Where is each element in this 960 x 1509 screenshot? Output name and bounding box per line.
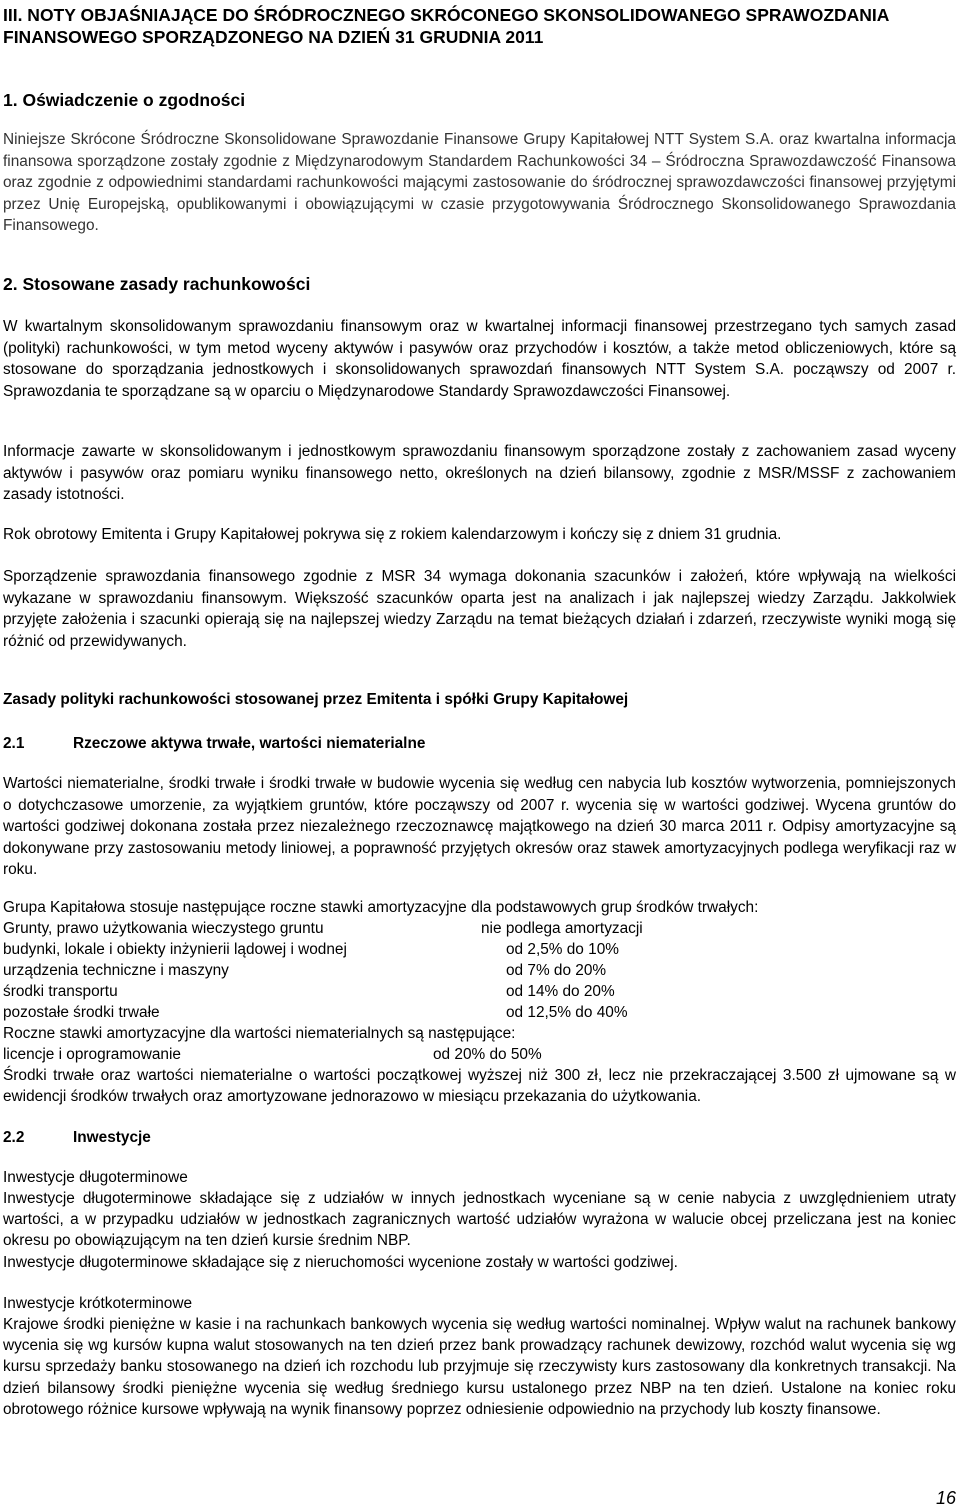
rate-value: od 7% do 20% [506, 962, 607, 979]
rate-name: pozostałe środki trwałe [3, 1004, 160, 1021]
rate-value: od 2,5% do 10% [506, 941, 619, 958]
heading-title: Inwestycje [73, 1129, 151, 1146]
heading-accounting-principles: 2. Stosowane zasady rachunkowości [3, 274, 311, 294]
section-title: III. NOTY OBJAŚNIAJĄCE DO ŚRÓDROCZNEGO SKRÓCONEGO SKONSOLIDOWANEGO SPRAWOZDANIA FINANSOWEGO SPORZĄDZONEGO NA DZIEŃ 31 GRUDNIA 2011 [3, 5, 889, 47]
heading-fixed-assets [3, 733, 956, 754]
label-long-term-investments: Inwestycje długoterminowe [3, 1169, 188, 1186]
paragraph-long-term-1: Inwestycje długoterminowe składające się z udziałów w innych jednostkach wyceniane są w cenie nabycia z uwzględnieniem utraty wartości, a w przypadku udziałów w jednostkach zagranicznych wartość udziałów wyrażona w walucie obcej przeliczana jest na koniec okresu po obowiązującym na ten dzień kursie średnim NBP. [3, 1190, 956, 1250]
rate-name: urządzenia techniczne i maszyny [3, 962, 229, 979]
rate-value: od 14% do 20% [506, 983, 615, 1000]
rate-value: nie podlega amortyzacji [481, 920, 643, 937]
rates-intro: Grupa Kapitałowa stosuje następujące roczne stawki amortyzacyjne dla podstawowych grup środków trwałych: [3, 899, 759, 916]
paragraph-long-term-2: Inwestycje długoterminowe składające się z nieruchomości wycenione zostały w wartości godziwej. [3, 1254, 678, 1271]
intangible-intro: Roczne stawki amortyzacyjne dla wartości niematerialnych są następujące: [3, 1025, 516, 1042]
paragraph-compliance: Niniejsze Skrócone Śródroczne Skonsolidowane Sprawozdanie Finansowe Grupy Kapitałowej NTT System S.A. oraz kwartalna informacja finansowa sporządzone zostały zgodnie z Międzynarodowym Standardem Rachunkowości 34 – Śródroczna Sprawozdawczość Finansowa oraz zgodnie z odpowiednimi standardami rachunkowości mającymi zastosowanie do śródrocznej sprawozdawczości finansowej przyjętymi przez Unię Europejską, opublikowanymi i obowiązującymi w czasie przygotowywania Śródrocznego Skonsolidowanego Sprawozdania Finansowego. [3, 131, 956, 235]
paragraph-short-term: Krajowe środki pieniężne w kasie i na rachunkach bankowych wycenia się według wartości nominalnej. Wpływ walut na rachunek bankowy wycenia się wg kursów kupna walut stosowanych na ten dzień przez bank prowadzący rachunek dewizowy, rozchód walut wycenia się wg kursu sprzedaży banku stosowanego na dzień ich rozchodu lub przyjmuje się rzeczywisty kurs zastosowany dla konkretnych transakcji. Na dzień bilansowy środki pieniężne wycenia się według średniego kursu ustalonego przez NBP na ten dzień. Ustalone na koniec roku obrotowego różnice kursowe wpływają na wynik finansowy poprzez odniesienie odpowiednio na przychody lub koszty finansowe. [3, 1316, 956, 1418]
paragraph-principles-1: W kwartalnym skonsolidowanym sprawozdaniu finansowym oraz w kwartalnej informacji finansowej przestrzegano tych samych zasad (polityki) rachunkowości, w tym metod wyceny aktywów i pasywów oraz przychodów i kosztów, a także metod obliczeniowych, które są stosowane do sporządzania jednostkowych i skonsolidowanych sprawozdań finansowych NTT System S.A. począwszy od 2007 r. Sprawozdania te sporządzane są w oparciu o Międzynarodowe Standardy Sprawozdawczości Finansowej. [3, 318, 956, 400]
paragraph-fiscal-year: Rok obrotowy Emitenta i Grupy Kapitałowej pokrywa się z rokiem kalendarzowym i kończy się z dniem 31 grudnia. [3, 526, 782, 543]
heading-investments [3, 1127, 956, 1148]
label-short-term-investments: Inwestycje krótkoterminowe [3, 1295, 193, 1312]
page-number: 16 [935, 1488, 956, 1508]
paragraph-principles-2: Informacje zawarte w skonsolidowanym i jednostkowym sprawozdaniu finansowym sporządzone zostały z zachowaniem zasad wyceny aktywów i pasywów oraz pomiaru wyniku finansowego netto, określonych na dzień bilansowy, zgodnie z MSR/MSSF z zachowaniem zasady istotności. [3, 443, 956, 504]
paragraph-low-value-assets: Środki trwałe oraz wartości niematerialne o wartości początkowej wyższej niż 300 zł, lecz nie przekraczającej 3.500 zł ujmowane są w ewidencji środków trwałych oraz amortyzowane jednorazowo w miesiącu przekazania do użytkowania. [3, 1067, 956, 1106]
heading-number: 2.1 [3, 735, 25, 752]
heading-policy: Zasady polityki rachunkowości stosowanej przez Emitenta i spółki Grupy Kapitałowej [3, 691, 629, 708]
heading-compliance-statement: 1. Oświadczenie o zgodności [3, 90, 246, 110]
rate-name: budynki, lokale i obiekty inżynierii lądowej i wodnej [3, 941, 347, 958]
rate-name: Grunty, prawo użytkowania wieczystego gruntu [3, 920, 324, 937]
rate-name: środki transportu [3, 983, 118, 1000]
paragraph-fixed-assets: Wartości niematerialne, środki trwałe i środki trwałe w budowie wycenia się według cen nabycia lub kosztów wytworzenia, pomniejszonych o dotychczasowe umorzenie, za wyjątkiem gruntów, które począwszy od 2007 r. wycenia się w wartości godziwej. Wycena gruntów do wartości godziwej dokonana została przez niezależnego rzeczoznawcę majątkowego na dzień 30 marca 2011 r. Odpisy amortyzacyjne są dokonywane przy zastosowaniu metody liniowej, a poprawność przyjętych okresów oraz stawek amortyzacyjnych podlega weryfikacji raz w roku. [3, 775, 956, 879]
heading-title: Rzeczowe aktywa trwałe, wartości niematerialne [73, 735, 426, 752]
intangible-name: licencje i oprogramowanie [3, 1046, 181, 1063]
rate-value: od 12,5% do 40% [506, 1004, 628, 1021]
paragraph-estimates: Sporządzenie sprawozdania finansowego zgodnie z MSR 34 wymaga dokonania szacunków i założeń, które wpływają na wielkości wykazane w sprawozdaniu finansowym. Większość szacunków oparta jest na analizach i jak najlepszej wiedzy Zarządu. Jakkolwiek przyjęte założenia i szacunki opierają się na najlepszej wiedzy Zarządu na temat bieżących działań i zdarzeń, rzeczywiste wyniki mogą się różnić od przewidywanych. [3, 568, 956, 650]
intangible-rate: od 20% do 50% [433, 1046, 542, 1063]
heading-number: 2.2 [3, 1129, 25, 1146]
